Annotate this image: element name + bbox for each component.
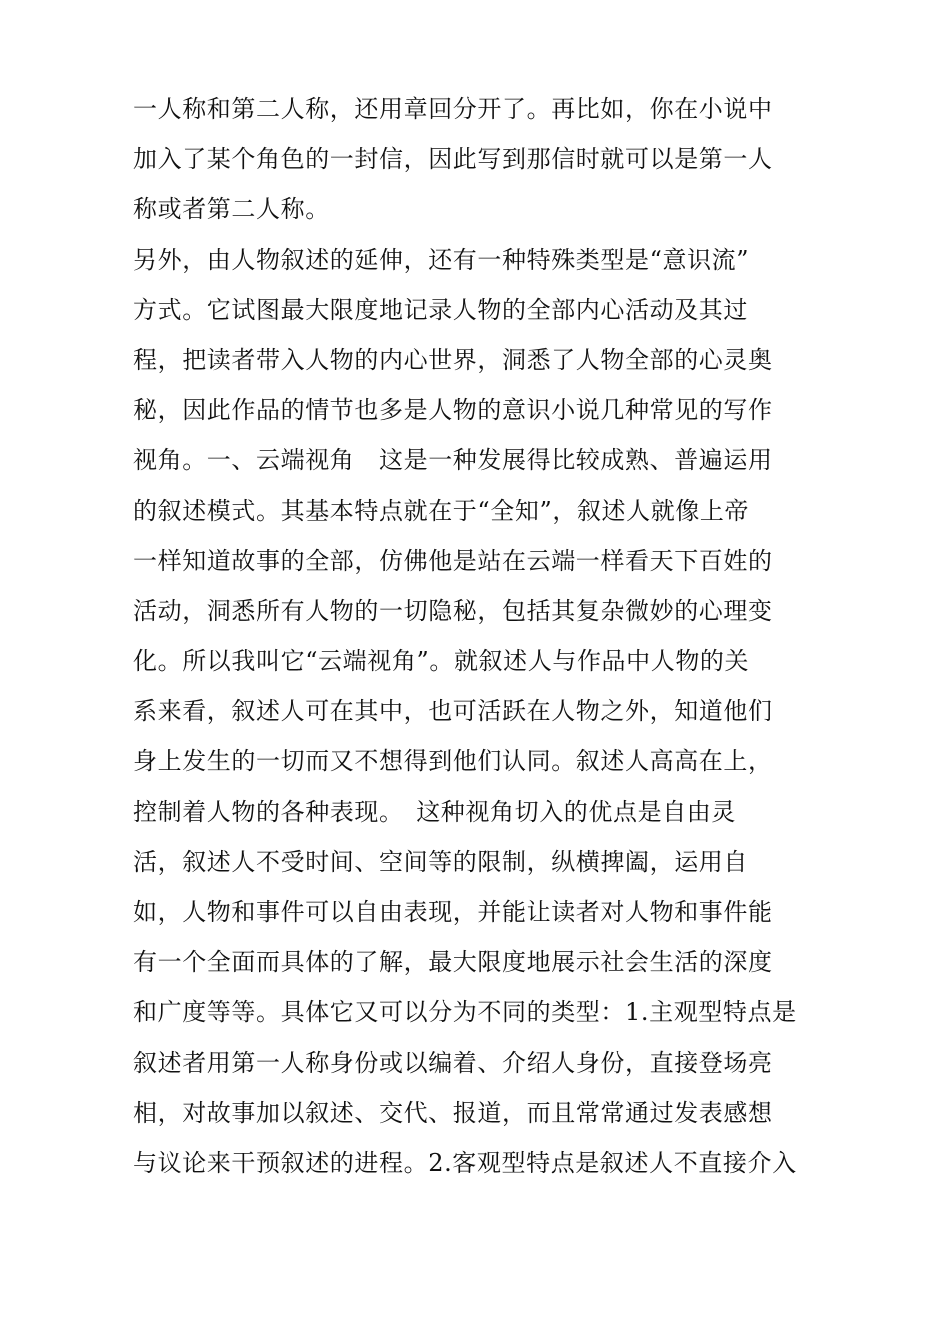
text-line: 一人称和第二人称，还用章回分开了。再比如，你在小说中 [133, 95, 773, 123]
text-line: 的叙述模式。其基本特点就在于“全知”，叙述人就像上帝 [133, 496, 750, 525]
text-line: 如，人物和事件可以自由表现，并能让读者对人物和事件能 [133, 898, 773, 926]
text-line: 方式。它试图最大限度地记录人物的全部内心活动及其过 [133, 295, 748, 324]
text-line: 活，叙述人不受时间、空间等的限制，纵横捭阖，运用自 [133, 847, 748, 876]
text-line: 有一个全面而具体的了解，最大限度地展示社会生活的深度 [133, 948, 773, 977]
text-line: 活动，洞悉所有人物的一切隐秘，包括其复杂微妙的心理变 [133, 596, 773, 625]
body-text [133, 84, 833, 1188]
text-line: 秘，因此作品的情节也多是人物的意识小说几种常见的写作 [133, 396, 773, 425]
text-line: 称或者第二人称。 [133, 195, 330, 224]
text-line: 加入了某个角色的一封信，因此写到那信时就可以是第一人 [133, 145, 773, 174]
text-line: 系来看，叙述人可在其中，也可活跃在人物之外，知道他们 [133, 697, 773, 726]
text-line: 控制着人物的各种表现。 这种视角切入的优点是自由灵 [133, 797, 736, 826]
text-line: 身上发生的一切而又不想得到他们认同。叙述人高高在上， [133, 747, 773, 776]
text-line: 化。所以我叫它“云端视角”。就叙述人与作品中人物的关 [133, 647, 750, 676]
text-line: 与议论来干预叙述的进程。2.客观型特点是叙述人不直接介入 [133, 1148, 797, 1177]
text-line: 一样知道故事的全部，仿佛他是站在云端一样看天下百姓的 [133, 546, 773, 575]
text-line: 另外，由人物叙述的延伸，还有一种特殊类型是“意识流” [133, 245, 750, 274]
text-line: 和广度等等。具体它又可以分为不同的类型：1.主观型特点是 [133, 998, 797, 1027]
text-line: 视角。一、云端视角 这是一种发展得比较成熟、普遍运用 [133, 446, 773, 475]
text-line: 相，对故事加以叙述、交代、报道，而且常常通过发表感想 [133, 1098, 773, 1127]
text-line: 程，把读者带入人物的内心世界，洞悉了人物全部的心灵奥 [133, 345, 773, 374]
text-line: 叙述者用第一人称身份或以编着、介绍人身份，直接登场亮 [133, 1048, 773, 1077]
